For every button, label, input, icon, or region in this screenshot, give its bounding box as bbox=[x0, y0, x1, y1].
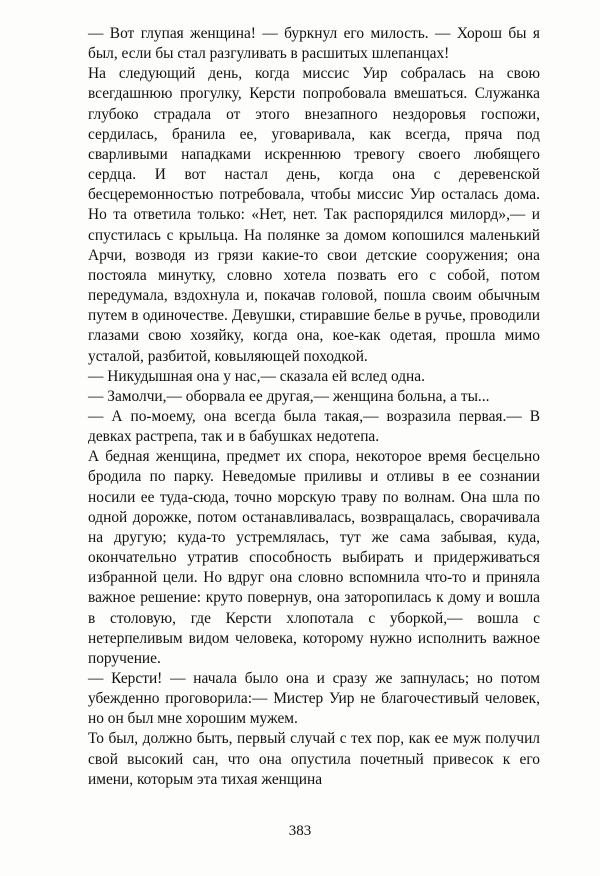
paragraph-5: — А по-моему, она всегда была такая,— возразила первая.— В девках растрепа, так и в бабушках недотепа. bbox=[88, 407, 540, 446]
paragraph-2: На следующий день, когда миссис Уир собралась на свою всегдашнюю прогулку, Керсти попробовала вмешаться. Служанка глубоко страдала от этого внезапного нездоровья госпожи, сердилась, бранила ее, уговаривала, как всегда, пряча под сварливыми нападками искреннюю тревогу своего любящего сердца. И вот настал день, когда она с деревенской бесцеремонностью потребовала, чтобы миссис Уир осталась дома. Но та ответила только: «Нет, нет. Так распорядился милорд»,— и спустилась с крыльца. На полянке за домом копошился маленький Арчи, возводя из грязи какие-то свои детские сооружения; она постояла минутку, словно хотела позвать его с собой, потом передумала, вздохнула и, покачав головой, пошла своим обычным путем в одиночестве. Девушки, стиравшие белье в ручье, проводили глазами свою хозяйку, когда она, кое-как одетая, прошла мимо усталой, разбитой, ковыляющей походкой. bbox=[88, 65, 540, 365]
paragraph-8: То был, должно быть, первый случай с тех пор, как ее муж получил свой высокий сан, что она опустила почетный привесок к его имени, которым эта тихая женщина bbox=[88, 730, 540, 788]
paragraph-1: — Вот глупая женщина! — буркнул его милость. — Хорош бы я был, если бы стал разгуливать в расшитых шлепанцах! bbox=[88, 25, 540, 63]
page-body-text bbox=[88, 24, 540, 790]
paragraph-4: — Замолчи,— оборвала ее другая,— женщина больна, а ты... bbox=[88, 387, 490, 405]
page-number: 383 bbox=[288, 823, 312, 839]
paragraph-3: — Никудышная она у нас,— сказала ей вслед одна. bbox=[88, 367, 425, 385]
paragraph-7: — Керсти! — начала было она и сразу же запнулась; но потом убежденно проговорила:— Мистер Уир не благочестивый человек, но он был мне хорошим мужем. bbox=[88, 670, 540, 728]
paragraph-6: А бедная женщина, предмет их спора, некоторое время бесцельно бродила по парку. Неведомые приливы и отливы в ее сознании носили ее туда-сюда, точно морскую траву по волнам. Она шла по одной дорожке, потом останавливалась, возвращалась, сворачивала на другую; куда-то устремлялась, тут же сама забывая, куда, окончательно утратив способность выбирать и придерживаться избранной цели. Но вдруг она словно вспомнила что-то и приняла важное решение: круто повернув, она заторопилась к дому и вошла в столовую, где Керсти хлопотала с уборкой,— вошла с нетерпеливым видом человека, которому нужно исполнить важное поручение. bbox=[88, 448, 540, 667]
